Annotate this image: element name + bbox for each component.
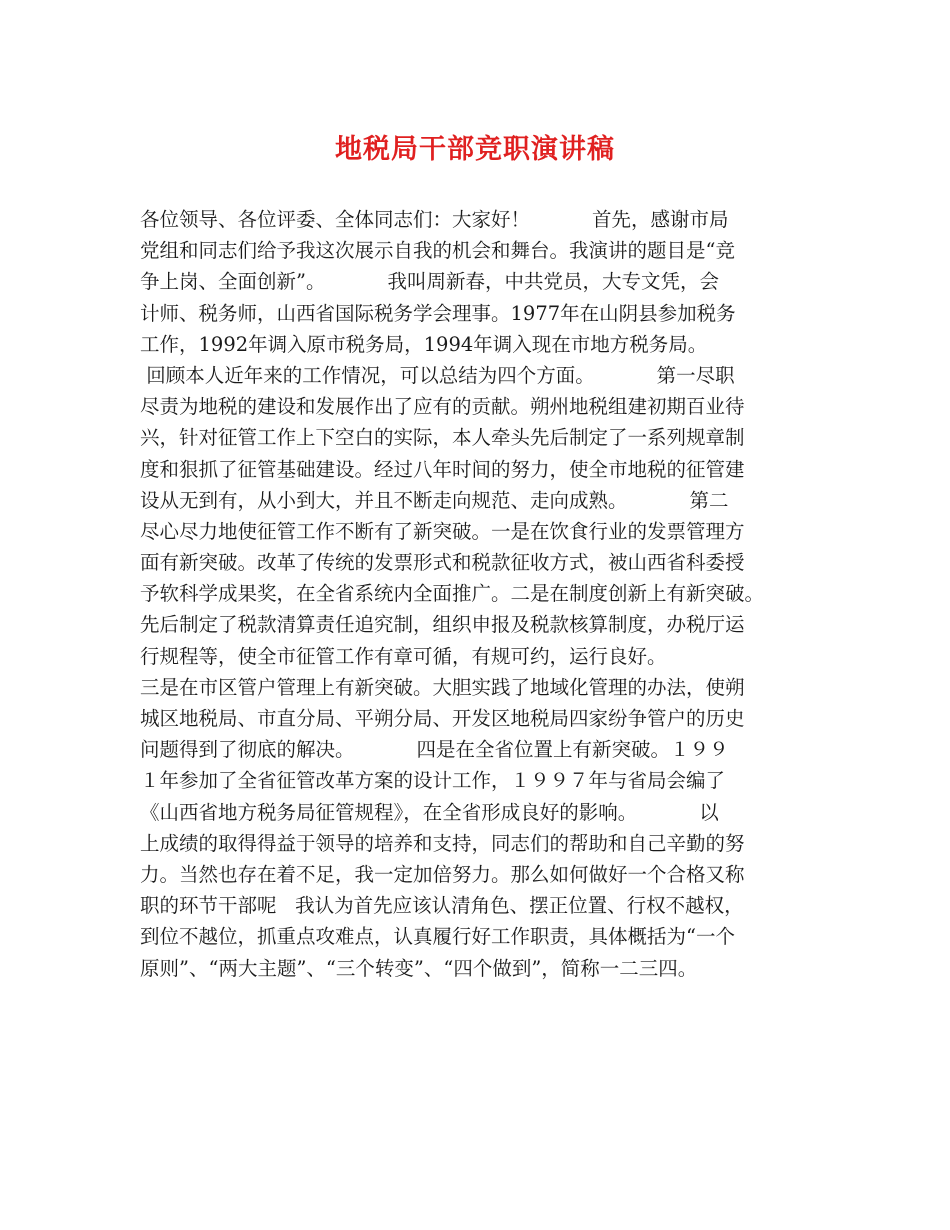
body-line: 兴，针对征管工作上下空白的实际，本人牵头先后制定了一系列规章制: [140, 426, 745, 450]
document-title: 地税局干部竞职演讲稿: [335, 134, 615, 165]
body-line: 各位领导、各位评委、全体同志们：大家好！ 首先，感谢市局: [140, 208, 729, 231]
body-line: 《山西省地方税务局征管规程》，在全省形成良好的影响。 以: [140, 800, 719, 824]
body-line: 设从无到有，从小到大，并且不断走向规范、走向成熟。 第二: [140, 488, 729, 512]
body-line: 行规程等，使全市征管工作有章可循，有规可约，运行良好。: [140, 644, 667, 668]
body-line: 力。当然也存在着不足，我一定加倍努力。那么如何做好一个合格又称: [140, 862, 745, 886]
body-line: 上成绩的取得得益于领导的培养和支持，同志们的帮助和自己辛勤的努: [140, 831, 745, 855]
body-line: 计师、税务师，山西省国际税务学会理事。1977年在山阴县参加税务: [140, 301, 736, 325]
body-line: 争上岗、全面创新”。 我叫周新春，中共党员，大专文凭，会: [140, 270, 719, 294]
body-line: 职的环节干部呢 我认为首先应该认清角色、摆正位置、行权不越权，: [140, 894, 744, 918]
body-line: 尽责为地税的建设和发展作出了应有的贡献。朔州地税组建初期百业待: [140, 395, 745, 419]
body-line: 城区地税局、市直分局、平朔分局、开发区地税局四家纷争管户的历史: [140, 707, 745, 730]
body-line: 原则”、“两大主题”、“三个转变”、“四个做到”，简称一二三四。: [140, 956, 698, 980]
body-line: １年参加了全省征管改革方案的设计工作，１９９７年与省局会编了: [140, 769, 726, 793]
body-line: 回顾本人近年来的工作情况，可以总结为四个方面。 第一尽职: [140, 363, 735, 387]
body-line: 予软科学成果奖，在全省系统内全面推广。二是在制度创新上有新突破。: [140, 582, 765, 606]
body-line: 工作，1992年调入原市税务局，1994年调入现在市地方税务局。: [140, 332, 708, 356]
body-line: 尽心尽力地使征管工作不断有了新突破。一是在饮食行业的发票管理方: [140, 519, 745, 543]
body-line: 度和狠抓了征管基础建设。经过八年时间的努力，使全市地税的征管建: [140, 457, 745, 481]
body-line: 到位不越位，抓重点攻难点，认真履行好工作职责，具体概括为“一个: [140, 925, 735, 949]
body-line: 先后制定了税款清算责任追究制，组织申报及税款核算制度，办税厅运: [140, 613, 745, 637]
body-line: 三是在市区管户管理上有新突破。大胆实践了地域化管理的办法，使朔: [140, 675, 745, 699]
body-line: 问题得到了彻底的解决。 四是在全省位置上有新突破。１９９: [140, 738, 729, 762]
body-line: 面有新突破。改革了传统的发票形式和税款征收方式，被山西省科委授: [140, 551, 745, 575]
body-line: 党组和同志们给予我这次展示自我的机会和舞台。我演讲的题目是“竞: [140, 239, 735, 263]
document-body: [140, 204, 820, 984]
